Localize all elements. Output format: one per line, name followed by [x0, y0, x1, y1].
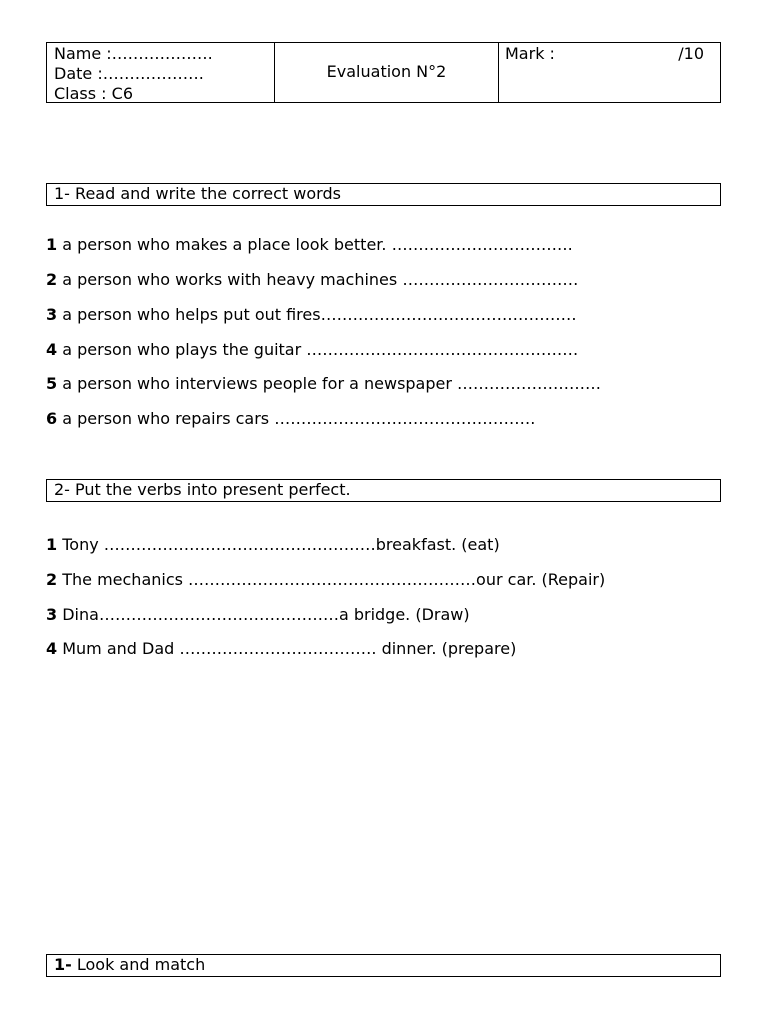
item-number: 2: [46, 270, 58, 289]
item-text: a person who plays the guitar ……………………………………………: [57, 340, 579, 359]
mark-total: /10: [678, 44, 704, 63]
item-number: 1: [46, 235, 58, 254]
exercise-1-item-2: [46, 270, 578, 290]
name-field: Name :……………….: [54, 44, 213, 63]
exercise-2-item-4: [46, 639, 516, 659]
exercise-1-item-5: [46, 374, 601, 394]
exercise-2-item-2: [46, 570, 605, 590]
item-number: 3: [46, 605, 58, 624]
item-text: a person who makes a place look better. …………………………….: [57, 235, 573, 254]
item-number: 5: [46, 374, 58, 393]
item-number: 1: [46, 535, 58, 554]
item-number: 3: [46, 305, 58, 324]
item-text: a person who repairs cars ………………………………………….: [57, 409, 536, 428]
exercise-1-item-3: [46, 305, 577, 325]
section-3-heading: [46, 954, 721, 977]
exercise-2-item-3: [46, 605, 470, 625]
exercise-1-item-4: [46, 340, 578, 360]
mark-label: Mark :: [505, 44, 555, 63]
item-text: The mechanics ………………………………………………our car. (Repair): [57, 570, 606, 589]
item-text: a person who works with heavy machines ……………………………: [57, 270, 579, 289]
item-text: a person who interviews people for a newspaper ………………………: [57, 374, 602, 393]
section-3-title: Look and match: [71, 955, 206, 974]
mark-cell: [499, 43, 720, 102]
item-number: 4: [46, 639, 58, 658]
exercise-2-item-1: [46, 535, 500, 555]
section-3-number: 1-: [54, 955, 72, 974]
item-text: a person who helps put out fires…………………………………………: [57, 305, 577, 324]
page-title: Evaluation N°2: [326, 62, 447, 81]
date-field: Date :……………….: [54, 64, 204, 83]
item-text: Tony ……………………………………………breakfast. (eat): [57, 535, 500, 554]
class-field: Class : C6: [54, 84, 134, 103]
item-text: Mum and Dad ………………………………. dinner. (prepare): [57, 639, 517, 658]
item-text: Dina………………………………………a bridge. (Draw): [57, 605, 470, 624]
title-cell: [275, 43, 499, 102]
exercise-1-item-1: [46, 235, 573, 255]
header-table: [46, 42, 721, 103]
exercise-1-item-6: [46, 409, 535, 429]
item-number: 6: [46, 409, 58, 428]
section-2-heading: 2- Put the verbs into present perfect.: [46, 479, 721, 502]
section-1-heading: 1- Read and write the correct words: [46, 183, 721, 206]
item-number: 4: [46, 340, 58, 359]
student-info-cell: [47, 43, 275, 102]
item-number: 2: [46, 570, 58, 589]
